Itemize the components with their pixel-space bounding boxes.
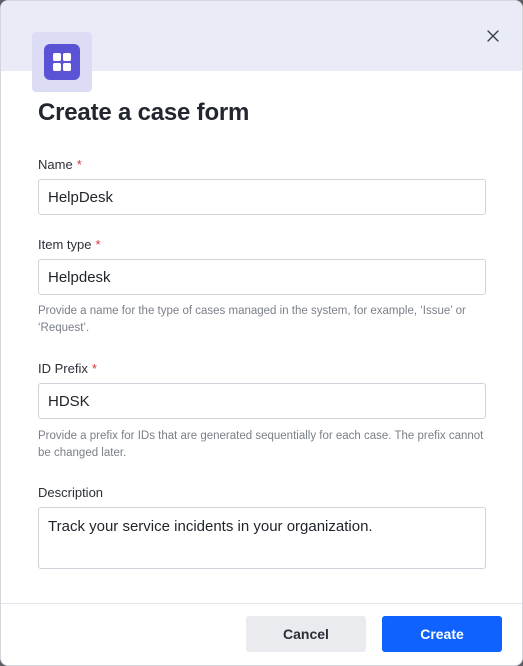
dialog-footer [1,603,522,665]
item-type-input[interactable] [38,259,486,295]
create-button[interactable]: Create [382,616,502,652]
app-tile [32,32,92,92]
required-mark: * [95,237,101,252]
item-type-label-text: Item type [38,237,92,252]
id-prefix-help: Provide a prefix for IDs that are generated sequentially for each case. The prefix cannot be changed later. [38,430,484,459]
item-type-help: Provide a name for the type of cases managed in the system, for example, ‘Issue’ or ‘Request’. [38,305,466,334]
name-label-text: Name [38,157,73,172]
cancel-button[interactable]: Cancel [246,616,366,652]
name-label [38,157,82,172]
id-prefix-label-text: ID Prefix [38,361,88,376]
id-prefix-input[interactable] [38,383,486,419]
item-type-label [38,237,101,252]
description-label: Description [38,485,104,500]
close-icon [487,30,499,42]
description-input[interactable] [38,507,486,569]
grid-icon [44,44,80,80]
required-mark: * [91,361,97,376]
dialog-title: Create a case form [38,99,250,126]
id-prefix-label [38,361,97,376]
name-input[interactable] [38,179,486,215]
required-mark: * [76,157,82,172]
close-button[interactable] [482,25,504,47]
